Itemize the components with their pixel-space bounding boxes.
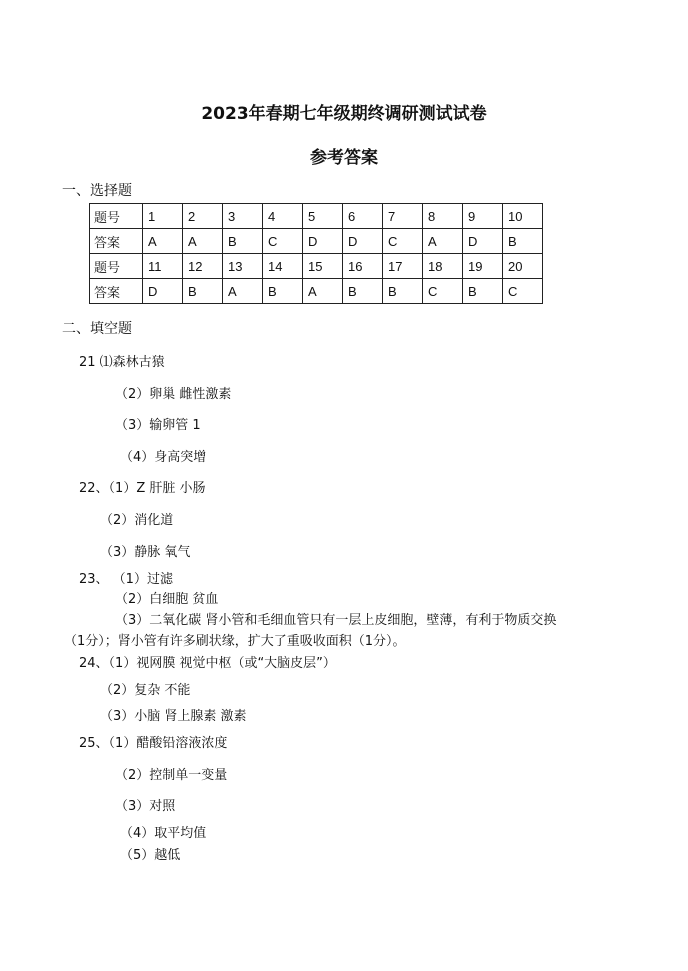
row-label: 题号 — [90, 204, 143, 229]
answer-line: （2）卵巢 雌性激素 — [115, 387, 232, 402]
table-cell: 1 — [143, 204, 183, 229]
table-cell: 19 — [463, 254, 503, 279]
answer-line: （3）静脉 氧气 — [100, 545, 191, 560]
answer-line: （2）白细胞 贫血 — [115, 592, 219, 607]
answer-line: 25、（1）醋酸铅溶液浓度 — [79, 736, 228, 751]
table-row — [90, 229, 543, 254]
table-cell: 11 — [143, 254, 183, 279]
page-title: 2023年春期七年级期终调研测试试卷 — [201, 104, 487, 124]
answer-line: （5）越低 — [120, 848, 181, 863]
answer-line: （3）二氧化碳 肾小管和毛细血管只有一层上皮细胞，壁薄，有利于物质交换 — [115, 613, 557, 628]
table-cell: C — [383, 229, 423, 254]
section-heading-fill: 二、填空题 — [62, 321, 132, 337]
table-row — [90, 254, 543, 279]
table-cell: B — [503, 229, 543, 254]
table-cell: 15 — [303, 254, 343, 279]
table-cell: 12 — [183, 254, 223, 279]
table-row — [90, 279, 543, 304]
answer-line: （2）复杂 不能 — [100, 683, 191, 698]
table-cell: 16 — [343, 254, 383, 279]
answer-line: （3）小脑 肾上腺素 激素 — [100, 709, 247, 724]
answer-line: 24、（1）视网膜 视觉中枢（或“大脑皮层”） — [79, 656, 336, 671]
table-cell: C — [263, 229, 303, 254]
table-row — [90, 204, 543, 229]
table-cell: D — [463, 229, 503, 254]
table-cell: C — [423, 279, 463, 304]
table-cell: D — [143, 279, 183, 304]
row-label: 答案 — [90, 279, 143, 304]
table-cell: 6 — [343, 204, 383, 229]
answer-line: （3）输卵管 1 — [115, 418, 201, 433]
table-cell: 9 — [463, 204, 503, 229]
table-cell: 14 — [263, 254, 303, 279]
answer-line: 22、（1）Z 肝脏 小肠 — [79, 481, 206, 496]
table-cell: 7 — [383, 204, 423, 229]
table-cell: 5 — [303, 204, 343, 229]
table-cell: 17 — [383, 254, 423, 279]
answer-line: （2）消化道 — [100, 513, 174, 528]
table-cell: A — [143, 229, 183, 254]
table-cell: 10 — [503, 204, 543, 229]
table-cell: 13 — [223, 254, 263, 279]
answer-line: （2）控制单一变量 — [115, 768, 228, 783]
page-subtitle: 参考答案 — [310, 148, 378, 168]
table-cell: 18 — [423, 254, 463, 279]
table-cell: B — [463, 279, 503, 304]
table-cell: B — [183, 279, 223, 304]
table-cell: B — [263, 279, 303, 304]
answer-line: （4）身高突增 — [120, 450, 207, 465]
table-cell: B — [343, 279, 383, 304]
answer-line: 23、 （1）过滤 — [79, 572, 173, 587]
table-cell: B — [383, 279, 423, 304]
answer-line: （4）取平均值 — [120, 826, 207, 841]
table-cell: A — [423, 229, 463, 254]
table-cell: A — [223, 279, 263, 304]
table-cell: 20 — [503, 254, 543, 279]
table-cell: D — [343, 229, 383, 254]
table-cell: 4 — [263, 204, 303, 229]
answer-line: （1分）；肾小管有许多刷状缘，扩大了重吸收面积（1分）。 — [64, 634, 406, 649]
table-cell: A — [183, 229, 223, 254]
table-cell: 8 — [423, 204, 463, 229]
table-cell: 3 — [223, 204, 263, 229]
table-cell: B — [223, 229, 263, 254]
answer-line: （3）对照 — [115, 799, 176, 814]
table-cell: C — [503, 279, 543, 304]
answer-table — [89, 203, 543, 304]
row-label: 答案 — [90, 229, 143, 254]
row-label: 题号 — [90, 254, 143, 279]
answer-line: 21 ⑴森林古猿 — [79, 355, 165, 370]
section-heading-choice: 一、选择题 — [62, 183, 132, 199]
table-cell: A — [303, 279, 343, 304]
table-cell: 2 — [183, 204, 223, 229]
table-cell: D — [303, 229, 343, 254]
